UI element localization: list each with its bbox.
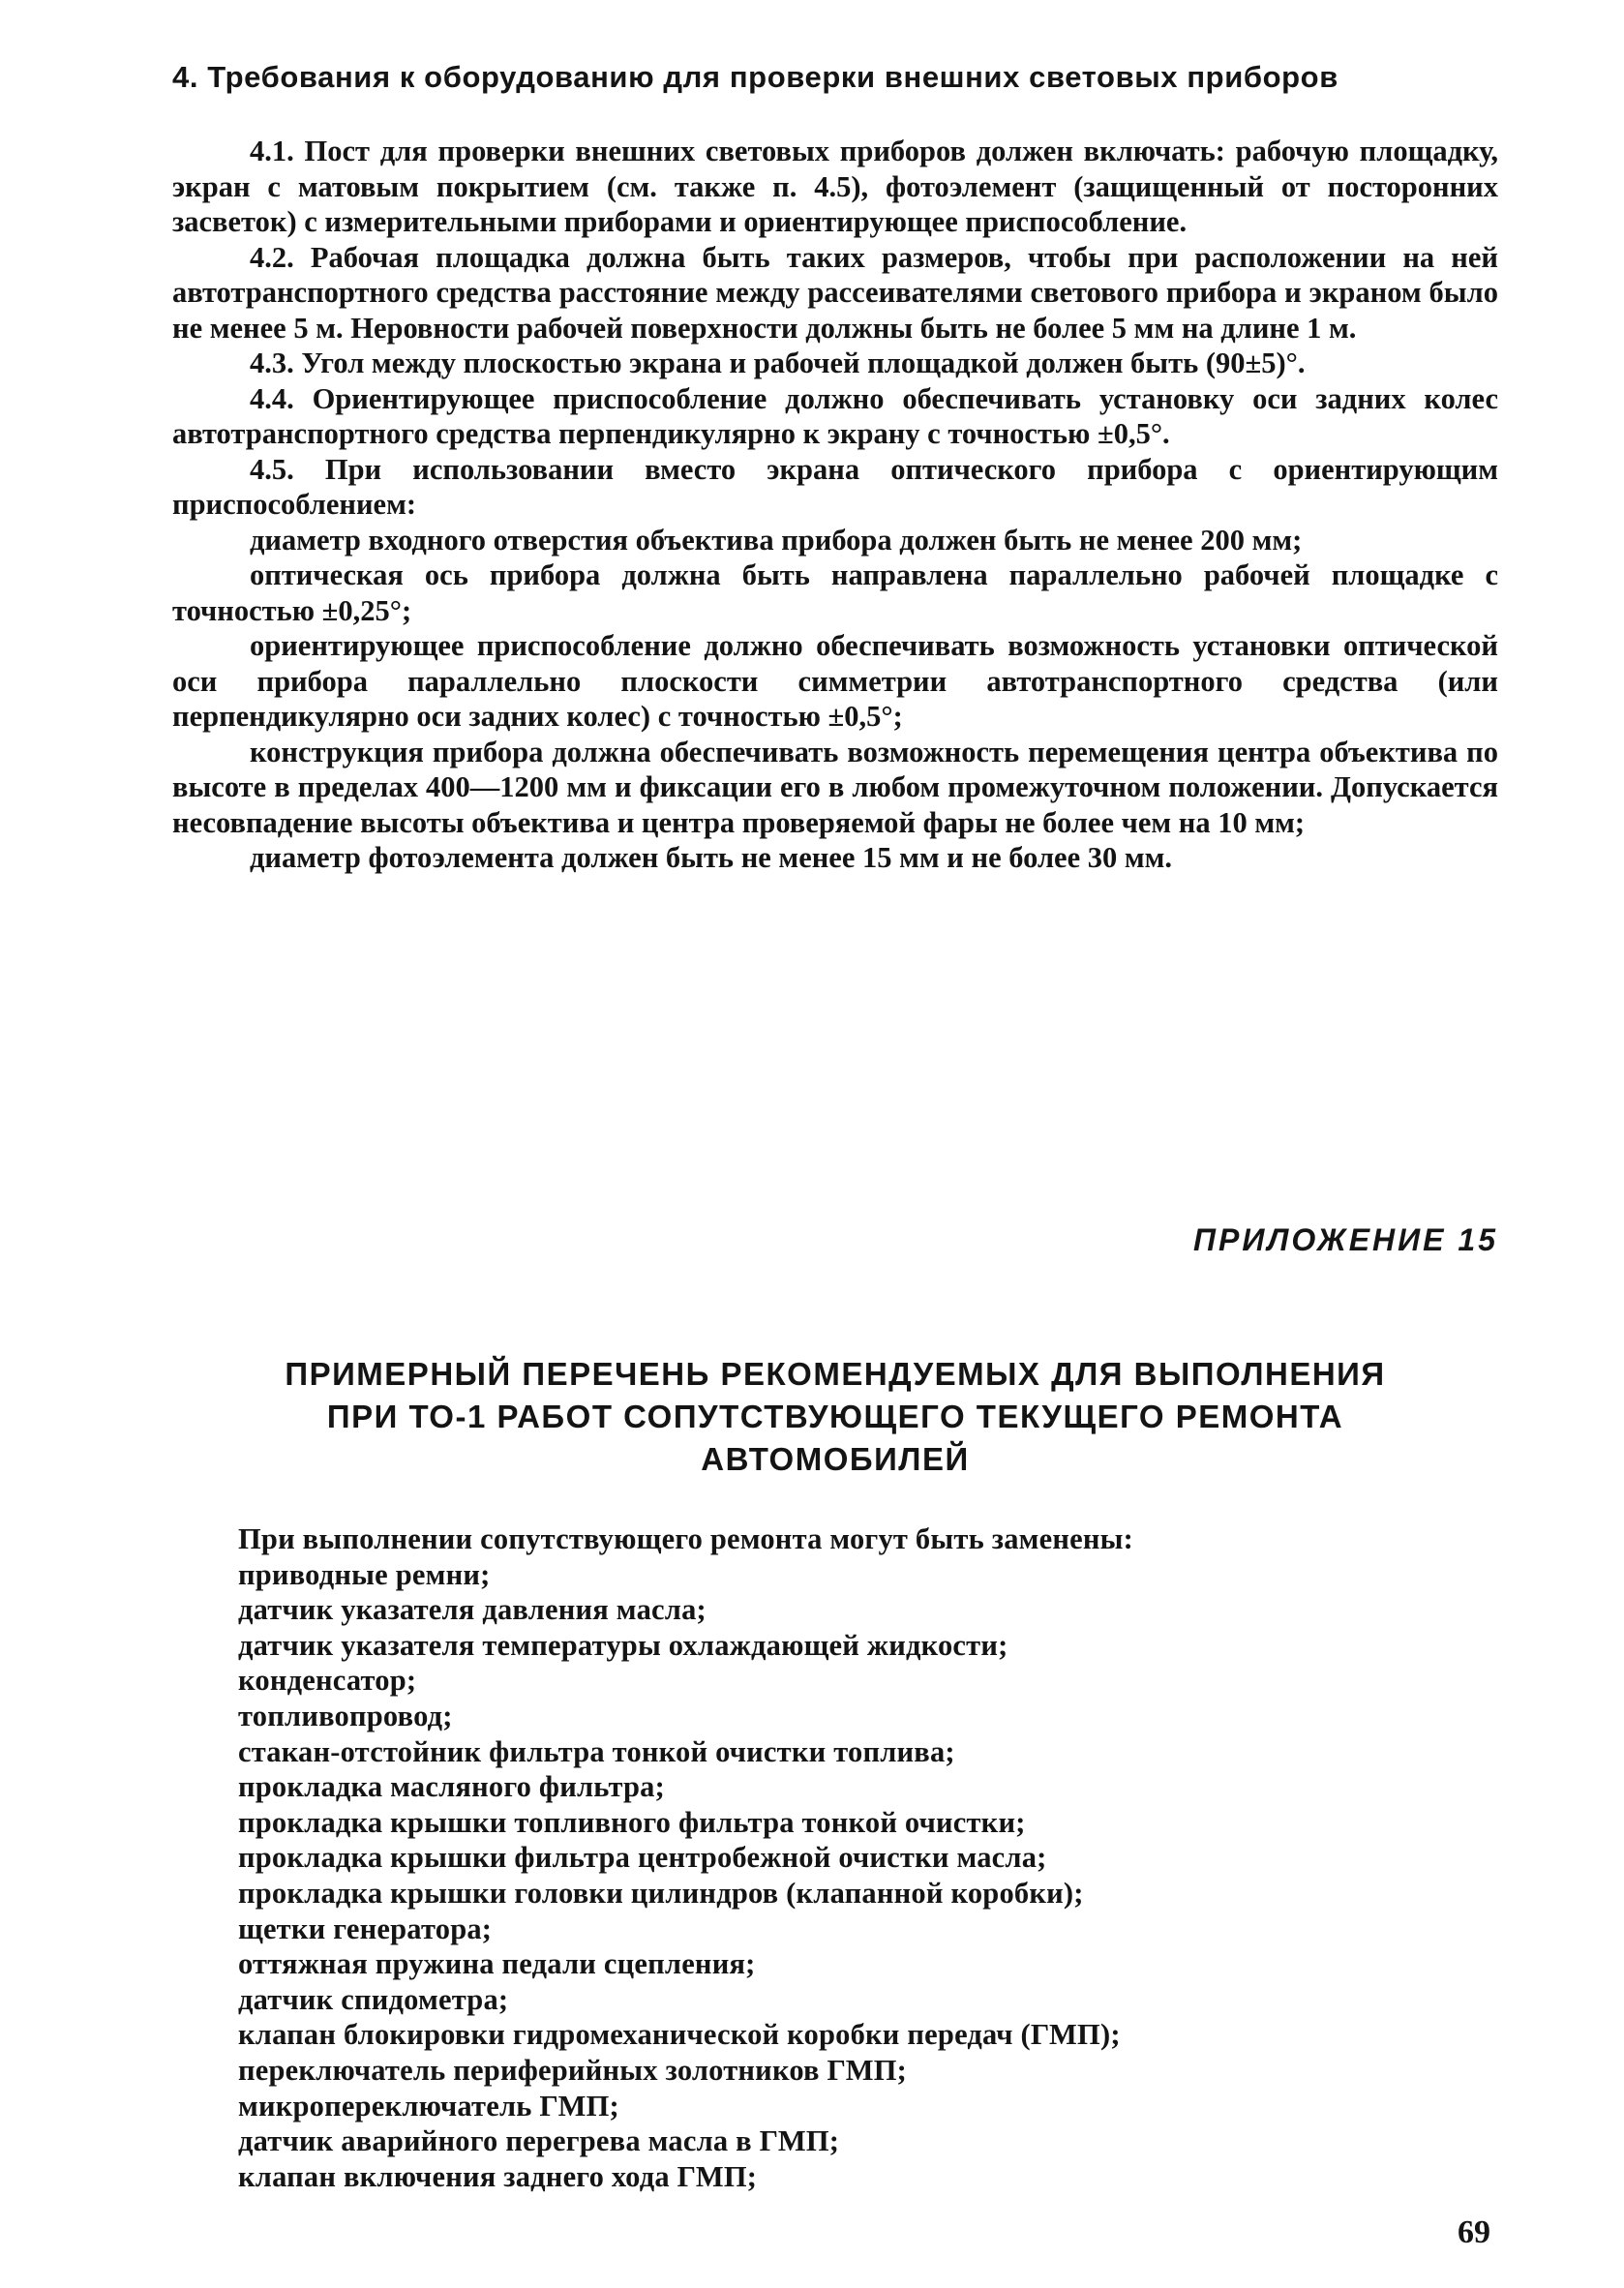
paragraph-photocell-diameter: диаметр фотоэлемента должен быть не менее 15 мм и не более 30 мм. bbox=[250, 841, 1173, 874]
list-item: конденсатор; bbox=[238, 1664, 417, 1698]
paragraph-orienting-device: ориентирующее приспособление должно обеспечивать возможность установки оптической оси прибора параллельно плоскости симметрии автотранспортного средства (или перпендикулярно оси задних колес) с точностью ±0,5°; bbox=[172, 629, 1498, 733]
list-item: переключатель периферийных золотников ГМП; bbox=[238, 2053, 907, 2087]
appendix-title bbox=[172, 1353, 1498, 1481]
paragraph-4-1: 4.1. Пост для проверки внешних световых приборов должен включать: рабочую площадку, экран с матовым покрытием (см. также п. 4.5), фотоэлемент (защищенный от посторонних засветок) с измерительными приборами и ориентирующее приспособление. bbox=[172, 135, 1498, 238]
list-item: датчик спидометра; bbox=[238, 1982, 509, 2016]
paragraph-4-3: 4.3. Угол между плоскостью экрана и рабочей площадкой должен быть (90±5)°. bbox=[250, 346, 1306, 379]
list-item: прокладка масляного фильтра; bbox=[238, 1770, 665, 1804]
list-item: датчик указателя давления масла; bbox=[238, 1593, 707, 1627]
appendix-label: ПРИЛОЖЕНИЕ 15 bbox=[1193, 1222, 1498, 1257]
list-item: микропереключатель ГМП; bbox=[238, 2089, 619, 2122]
paragraph-optical-axis: оптическая ось прибора должна быть направлена параллельно рабочей площадке с точностью ±0,25°; bbox=[172, 558, 1498, 627]
list-intro: При выполнении сопутствующего ремонта могут быть заменены: bbox=[238, 1522, 1134, 1555]
list-item: клапан блокировки гидромеханической коробки передач (ГМП); bbox=[238, 2018, 1121, 2052]
list-item: прокладка крышки топливного фильтра тонкой очистки; bbox=[238, 1805, 1026, 1839]
replacement-list bbox=[238, 1521, 1516, 2194]
paragraph-lens-diameter: диаметр входного отверстия объектива прибора должен быть не менее 200 мм; bbox=[250, 523, 1303, 557]
list-item: стакан-отстойник фильтра тонкой очистки топлива; bbox=[238, 1734, 955, 1768]
list-item: клапан включения заднего хода ГМП; bbox=[238, 2159, 758, 2193]
appendix-title-line: ПРИМЕРНЫЙ ПЕРЕЧЕНЬ РЕКОМЕНДУЕМЫХ ДЛЯ ВЫПОЛНЕНИЯ bbox=[285, 1356, 1386, 1392]
paragraph-4-5: 4.5. При использовании вместо экрана оптического прибора с ориентирующим приспособлением: bbox=[172, 452, 1498, 521]
list-item: топливопровод; bbox=[238, 1699, 453, 1732]
paragraph-4-2: 4.2. Рабочая площадка должна быть таких размеров, чтобы при расположении на ней автотранспортного средства расстояние между рассеивателями светового прибора и экраном было не менее 5 м. Неровности рабочей поверхности должны быть не более 5 мм на длине 1 м. bbox=[172, 240, 1498, 345]
list-item: прокладка крышки головки цилиндров (клапанной коробки); bbox=[238, 1876, 1084, 1910]
list-item: оттяжная пружина педали сцепления; bbox=[238, 1947, 756, 1981]
appendix-title-line: ПРИ ТО-1 РАБОТ СОПУТСТВУЮЩЕГО ТЕКУЩЕГО РЕМОНТА bbox=[326, 1399, 1344, 1434]
list-item: датчик аварийного перегрева масла в ГМП; bbox=[238, 2124, 840, 2158]
list-item: щетки генератора; bbox=[238, 1912, 493, 1945]
appendix-title-line: АВТОМОБИЛЕЙ bbox=[701, 1441, 970, 1477]
paragraph-4-4: 4.4. Ориентирующее приспособление должно обеспечивать установку оси задних колес автотранспортного средства перпендикулярно к экрану с точностью ±0,5°. bbox=[172, 381, 1498, 450]
list-item: приводные ремни; bbox=[238, 1557, 491, 1591]
paragraph-device-construction: конструкция прибора должна обеспечивать возможность перемещения центра объектива по высоте в пределах 400—1200 мм и фиксации его в любом промежуточном положении. Допускается несовпадение высоты объектива и центра проверяемой фары не более чем на 10 мм; bbox=[172, 735, 1498, 839]
page-number: 69 bbox=[1458, 2214, 1490, 2250]
section-heading: 4. Требования к оборудованию для проверки внешних световых приборов bbox=[172, 60, 1338, 94]
list-item: прокладка крышки фильтра центробежной очистки масла; bbox=[238, 1841, 1047, 1875]
list-item: датчик указателя температуры охлаждающей жидкости; bbox=[238, 1628, 1008, 1662]
requirements-body bbox=[172, 134, 1498, 876]
